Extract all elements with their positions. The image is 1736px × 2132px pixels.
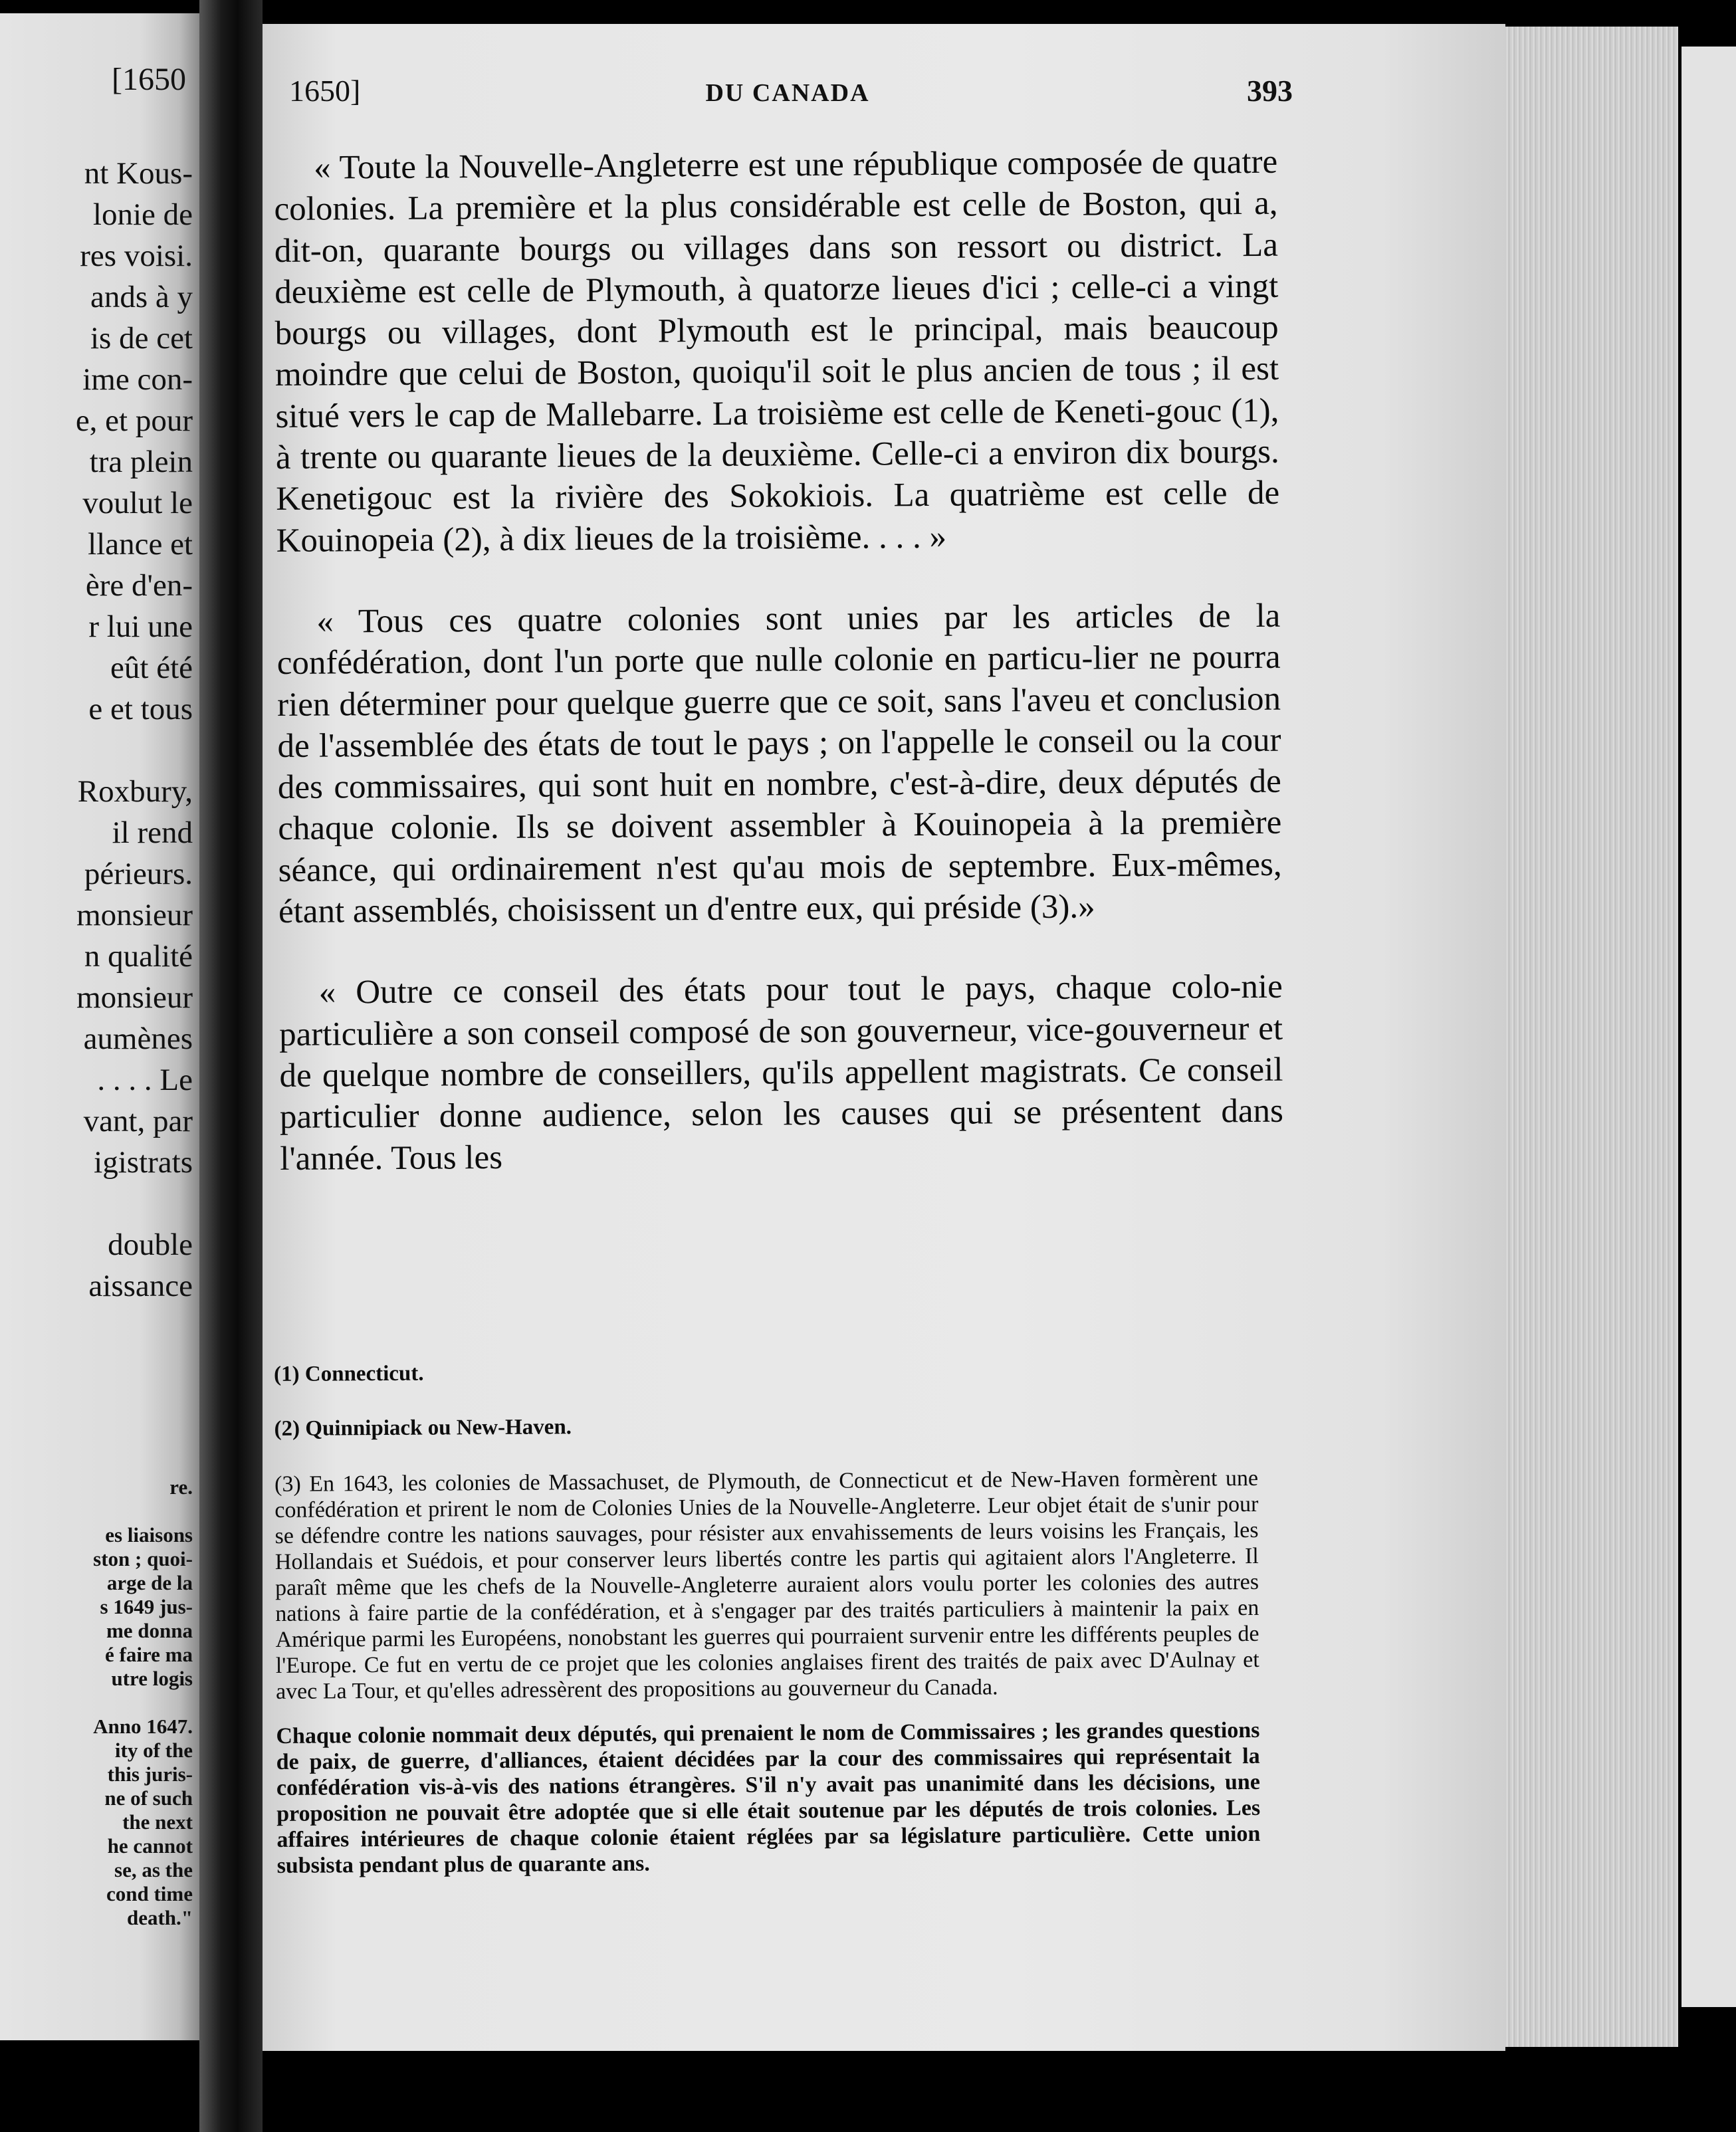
left-page-line bbox=[0, 1183, 193, 1224]
left-page-line: e et tous bbox=[88, 692, 193, 726]
left-page-line: me donna bbox=[106, 1619, 193, 1642]
left-page-line: monsieur bbox=[76, 980, 193, 1015]
left-page-line: e, et pour bbox=[75, 403, 193, 438]
left-page-line: ne of such bbox=[104, 1786, 193, 1810]
left-page-line: nt Kous- bbox=[84, 156, 193, 191]
footnote-1: (1) Connecticut. bbox=[274, 1361, 424, 1386]
left-page-line: the next bbox=[122, 1810, 193, 1834]
page-number: 393 bbox=[1247, 74, 1293, 108]
right-background-strip bbox=[1682, 47, 1736, 2007]
left-page-line: n qualité bbox=[84, 939, 193, 974]
paragraph-1: « Toute la Nouvelle-Angleterre est une république composée de quatre colonies. La première et la plus considérable est celle de Boston, qui a, dit-on, quarante bourgs ou villages dans son ressort ou district. La deuxième est celle de Plymouth, à quatorze lieues d'ici ; celle-ci a vingt bourgs ou villages, dont Plymouth est le principal, mais beaucoup moindre que celui de Boston, quoiqu'il soit le plus ancien de tous ; il est situé vers le cap de Mallebarre. La troisième est celle de Keneti-gouc (1), à trente ou quarante lieues de la deuxième. Celle-ci a environ dix bourgs. Kenetigouc est la rivière des Sokokiois. La quatrième est celle de Kouinopeia (2), à dix lieues de la troisième. . . . » bbox=[274, 143, 1280, 560]
left-page-line: aissance bbox=[88, 1269, 193, 1303]
left-page-line: is de cet bbox=[90, 321, 193, 356]
left-page-line: igistrats bbox=[94, 1145, 193, 1180]
left-page-line: utre logis bbox=[111, 1667, 193, 1690]
footnote-3-continued: Chaque colonie nommait deux députés, qui prenaient le nom de Commissaires ; les grandes questions de paix, de guerre, d'alliances, étaient décidées par la cour des commissaires qui représentait la confédération vis-à-vis des nations étrangères. S'il n'y avait pas unanimité dans les décisions, une proposition ne pouvait être adoptée que si elle était soutenue par les députés de trois colonies. Les affaires intérieures de chaque colonie étaient réglées par sa législature particulière. Cette union subsista pendant plus de quarante ans. bbox=[276, 1717, 1261, 1878]
left-page-line: aumènes bbox=[83, 1021, 193, 1056]
left-page-line: Anno 1647. bbox=[93, 1715, 193, 1738]
left-page-line: double bbox=[108, 1227, 193, 1262]
left-page-text bbox=[0, 153, 193, 1307]
left-page-line: he cannot bbox=[107, 1834, 193, 1858]
left-page-line: il rend bbox=[112, 815, 193, 850]
left-page-line: eût été bbox=[110, 651, 193, 685]
left-page-line: r lui une bbox=[88, 609, 193, 644]
left-page-line bbox=[0, 1691, 193, 1715]
left-page-line bbox=[0, 730, 193, 771]
left-page-footnotes bbox=[0, 1475, 193, 1930]
left-page-line: vant, par bbox=[83, 1104, 193, 1138]
left-page-line: ère d'en- bbox=[85, 568, 193, 603]
left-page-line: Roxbury, bbox=[77, 774, 193, 809]
left-page-line: s 1649 jus- bbox=[100, 1595, 193, 1618]
left-page-line: périeurs. bbox=[84, 857, 193, 891]
left-page-line: se, as the bbox=[114, 1858, 193, 1881]
paragraph-2: « Tous ces quatre colonies sont unies par les articles de la confédération, dont l'un porte que nulle colonie en particu-lier ne pourra rien déterminer pour quelque guerre que ce soit, sans l'aveu et conclusion de l'assemblée des états de tout le pays ; on l'appelle le conseil ou la cour des commissaires, qui sont huit en nombre, c'est-à-dire, deux députés de chaque colonie. Ils se doivent assembler à Kouinopeia à la première séance, qui ordinairement n'est qu'au mois de septembre. Eux-mêmes, étant assemblés, choisissent un d'entre eux, qui préside (3).» bbox=[276, 597, 1282, 931]
left-page-line: voulut le bbox=[82, 486, 193, 520]
header-title: DU CANADA bbox=[705, 79, 870, 107]
left-page-line: death." bbox=[126, 1906, 193, 1929]
left-page-line: lonie de bbox=[92, 197, 193, 232]
left-page-line: ime con- bbox=[82, 362, 193, 397]
footnotes bbox=[274, 1356, 1261, 1879]
left-page-line: é faire ma bbox=[105, 1643, 193, 1666]
left-page-line: tra plein bbox=[89, 445, 193, 479]
left-page-line: ity of the bbox=[114, 1739, 193, 1762]
left-page-line: ands à y bbox=[90, 280, 193, 314]
left-facing-page bbox=[0, 13, 199, 2040]
left-page-line: ston ; quoi- bbox=[93, 1547, 193, 1570]
left-page-header: [1650 bbox=[112, 62, 186, 97]
left-page-line: monsieur bbox=[76, 898, 193, 932]
left-page-line: es liaisons bbox=[105, 1523, 193, 1546]
left-page-line: this juris- bbox=[107, 1762, 193, 1786]
book-gutter bbox=[199, 0, 263, 2132]
paragraph-3: « Outre ce conseil des états pour tout le pays, chaque colo-nie particulière a son conseil composé de son gouverneur, vice-gouverneur et de quelque nombre de conseillers, qu'ils appellent magistrats. Ce conseil particulier donne audience, selon les causes qui se présentent dans l'année. Tous les bbox=[278, 968, 1284, 1178]
left-page-line bbox=[0, 1499, 193, 1523]
footnote-3: (3) En 1643, les colonies de Massachuset, de Plymouth, de Connecticut et de New-Haven formèrent une confédération et prirent le nom de Colonies Unies de la Nouvelle-Angleterre. Leur objet était de s'unir pour se défendre contre les nations sauvages, pour résister aux envahissements de leurs voisins les Français, les Hollandais et Suédois, et pour conserver leurs libertés contre les partis qui agitaient alors l'Angleterre. Il paraît même que les chefs de la Nouvelle-Angleterre auraient alors voulu porter les colonies des autres nations à faire partie de la confédération, et à s'engager par des traités particuliers à maintenir la paix en Amérique parmi les Européens, nonobstant les guerres qui pourraient survenir entre les différents peuples de l'Europe. Ce fut en vertu de ce projet que les colonies anglaises firent des traités de paix avec D'Aulnay et avec La Tour, et qu'elles adressèrent des propositions au gouverneur du Canada. bbox=[274, 1465, 1259, 1704]
header-year: 1650] bbox=[289, 74, 361, 108]
left-page-line: . . . . Le bbox=[97, 1063, 193, 1097]
left-page-line: arge de la bbox=[106, 1571, 193, 1594]
running-header bbox=[282, 73, 1293, 120]
footnote-2: (2) Quinnipiack ou New-Haven. bbox=[274, 1415, 572, 1441]
body-text bbox=[274, 142, 1284, 1220]
left-page-line: llance et bbox=[88, 527, 193, 562]
left-page-line: res voisi. bbox=[80, 239, 193, 273]
left-page-line: cond time bbox=[106, 1882, 193, 1905]
page-edges bbox=[1505, 27, 1678, 2047]
left-page-line: re. bbox=[169, 1475, 193, 1499]
